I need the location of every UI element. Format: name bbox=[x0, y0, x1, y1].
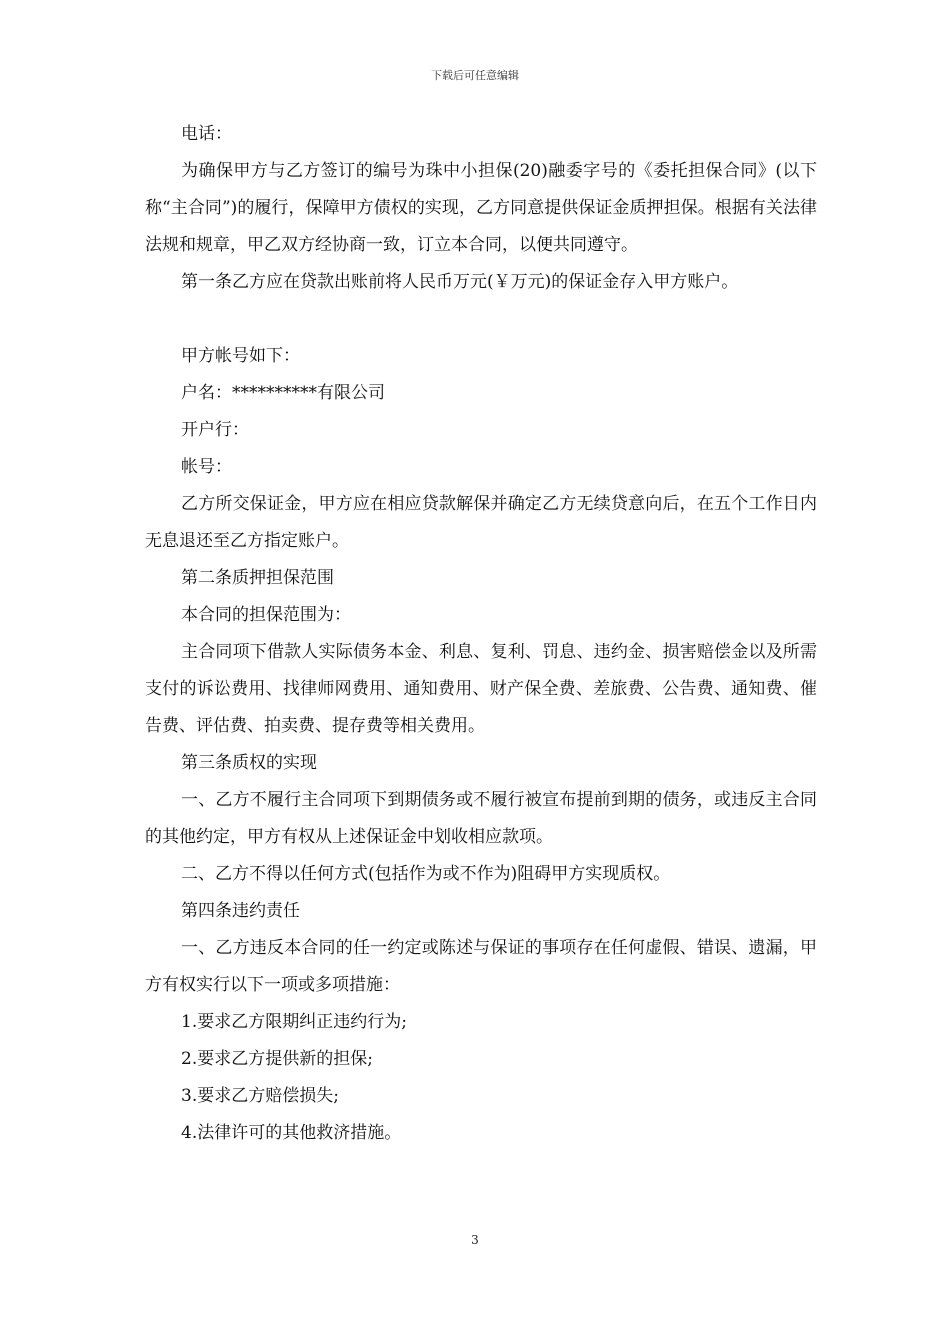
paragraph-article-4-item-1: 一、乙方违反本合同的任一约定或陈述与保证的事项存在任何虚假、错误、遗漏，甲方有权实行以下一项或多项措施： bbox=[145, 938, 817, 995]
paragraph-deposit-return: 乙方所交保证金，甲方应在相应贷款解保并确定乙方无续贷意向后，在五个工作日内无息退还至乙方指定账户。 bbox=[145, 494, 817, 551]
document-body bbox=[145, 116, 817, 1152]
list-item-4: 4.法律许可的其他救济措施。 bbox=[181, 1123, 402, 1143]
paragraph-article-3-item-1: 一、乙方不履行主合同项下到期债务或不履行被宣布提前到期的债务，或违反主合同的其他约定，甲方有权从上述保证金中划收相应款项。 bbox=[145, 790, 817, 847]
heading-article-2: 第二条质押担保范围 bbox=[181, 568, 334, 588]
page-number: 3 bbox=[471, 1233, 479, 1247]
paragraph-preamble: 为确保甲方与乙方签订的编号为珠中小担保(20)融委字号的《委托担保合同》(以下称“主合同”)的履行，保障甲方债权的实现，乙方同意提供保证金质押担保。根据有关法律法规和规章，甲乙双方经协商一致，订立本合同，以便共同遵守。 bbox=[145, 161, 817, 255]
paragraph-account-intro: 甲方帐号如下： bbox=[181, 346, 300, 366]
paragraph-bank: 开户行： bbox=[181, 420, 249, 440]
page-header: 下载后可任意编辑 bbox=[431, 69, 519, 82]
heading-article-4: 第四条违约责任 bbox=[181, 901, 300, 921]
heading-article-3: 第三条质权的实现 bbox=[181, 753, 317, 773]
paragraph-scope-detail: 主合同项下借款人实际债务本金、利息、复利、罚息、违约金、损害赔偿金以及所需支付的诉讼费用、找律师网费用、通知费用、财产保全费、差旅费、公告费、通知费、催告费、评估费、拍卖费、提存费等相关费用。 bbox=[145, 642, 817, 736]
paragraph-article-1: 第一条乙方应在贷款出账前将人民币万元(￥万元)的保证金存入甲方账户。 bbox=[181, 272, 739, 292]
list-item-2: 2.要求乙方提供新的担保; bbox=[181, 1049, 373, 1069]
paragraph-article-3-item-2: 二、乙方不得以任何方式(包括作为或不作为)阻碍甲方实现质权。 bbox=[181, 864, 671, 884]
list-item-1: 1.要求乙方限期纠正违约行为; bbox=[181, 1012, 407, 1032]
paragraph-phone: 电话： bbox=[181, 124, 232, 144]
paragraph-account-number: 帐号： bbox=[181, 457, 232, 477]
list-item-3: 3.要求乙方赔偿损失; bbox=[181, 1086, 339, 1106]
paragraph-account-name: 户名：**********有限公司 bbox=[181, 383, 385, 403]
paragraph-scope-intro: 本合同的担保范围为： bbox=[181, 605, 351, 625]
